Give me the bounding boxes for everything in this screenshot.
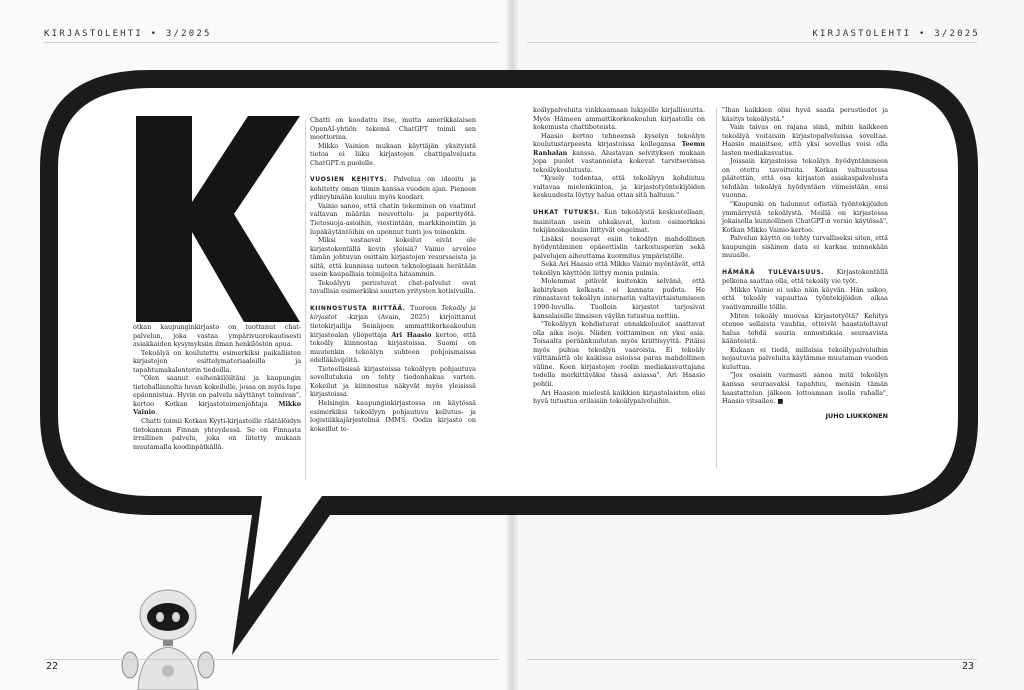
page-number-right: 23 [961,661,974,672]
paragraph: "Kaupunki on halunnut edistää työntekijöiden ymmärrystä tekoälystä. Meillä on kirjastossa jokaisella kunnollinen ChatGPT:n versio käytössä", Kotkan Mikko Vainio kertoo. [722,200,888,234]
paragraph: Mikko Vainio ei usko näin käyvän. Hän uskoo, että tekoäly vapauttaa työntekijöiden aikaa vaativammille töille. [722,285,888,312]
article-column-2 [310,116,476,433]
paragraph: UHKAT TUTUKSI. Kun tekoälystä keskustellaan, mainitaan usein uhkakuvat, kuten esimerkiksi tekijänoikeuksiin liittyvät ongelmat. [533,208,706,235]
paragraph: Chatti on koodattu itse, mutta amerikkalaisen OpenAI-yhtiön tekemä ChatGPT toimii sen moottorina. [310,116,476,142]
paragraph: VUOSIEN KEHITYS. Palvelua on ideoitu ja kehitetty oman tiimin kanssa vuoden ajan. Pieneen ydinryhmään kuuluu myös koodari. [310,175,476,202]
paragraph: Mikko Vainion mukaan käyttäjän yksityistä tietoa ei liiku kirjastojen chattipalvelusta ChatGPT:n puolelle. [310,141,476,167]
footer-rule-right [527,659,977,660]
robot-illustration [118,585,218,690]
paragraph: Vainio sanoo, että chatin tekeminen on vaatinut valtavan määrän neuvottelu- ja paperityötä. Tietosuoja-asioihin, viestintään, markkinointiin ja lupakäytäntöihin on uponnut tunti jos toinenkin. [310,201,476,236]
paragraph: Palvelun käyttö on tehty turvalliseksi siten, että kaupungin sisäinen data ei karkaa minnekään muualle. [722,234,888,260]
paragraph: "Kysely todentaa, että tekoälyyn kohdistuu valtavaa mielenkiintoa, ja kirjastotyöntekijöiden keskuudesta löytyy halua ottaa sitä haltuun." [533,174,705,200]
article-column-3 [533,106,705,406]
subheading: HÄMÄRÄ TULEVAISUUS. [722,268,825,276]
article-column-4 [722,106,888,420]
footer-rule-left [44,659,499,660]
paragraph: Sekä Ari Haasio että Mikko Vainio myöntävät, että tekoälyn käyttöön liittyy monia pulmia. [533,260,705,277]
paragraph: "Jos osaisin varmasti sanoa mitä tekoälyn kanssa seuraavaksi tapahtuu, menisin tämän haastattelun jälkeen lottoamaan isolla rahalla", Haasio vitsailee. ■ [722,371,888,406]
paragraph: Chatti toimii Kotkan Kyyti-kirjastoille räätälöidyn tietokannan Finnan yhteydessä. Se on Finnasta irrallinen palvelu, joka on liitetty mukaan muutamalla koodinpätkällä. [133,417,301,451]
paragraph: Tieteellisissä kirjastoissa tekoälyyn pohjautuva sovellutuksia on tehty tiedonhakua varten. Kokeilut ja kiinnostus näkyvät myös yleisissä kirjastoissa. [310,364,476,399]
paragraph: otkan kaupunginkirjasto on tuottanut chat-palvelun, joka vastaa ympärivuorokautisesti asiakkaiden kysymyksiin ilman henkilöstön apua. [133,323,301,349]
subheading: KIINNOSTUSTA RIITTÄÄ. [310,304,406,312]
paragraph: "Olen saanut esihenkilöiltäni ja kaupungin tietohallinnolta luvan kokeilulle, jossa on myös lupa epäonnistua. Hyvin on palvelu näyttänyt toimivan", kertoo Kotkan kirjastotoimenjohtaja Mikko Vainio. [133,374,301,417]
article-column-1 [133,323,301,451]
paragraph: Kukaan ei tiedä, millaisia tekoälypalveluihin nojautuvia palveluita käytämme muutaman vuoden kuluttua. [722,345,888,371]
paragraph: Miksi vastaavat kokeilut eivät ole kirjastokentällä kovin yleisiä? Vainio arvelee tämän johtuvan osittain kirjastojen resursseista ja siitä, että kunnissa uuteen teknologiaan herätään usein kaupallisia toimijoita hitaammin. [310,236,476,279]
paragraph: Helsingin kaupunginkirjastossa on käytössä esimerkiksi tekoälyyn pohjautuva kellutus- ja logistiikkajärjestelmä IMMS. Oodin kirjasto on kokeillut te- [310,398,476,433]
paragraph: Lisäksi nousevat esiin tekoälyn mahdollinen hyödyntäminen epäeettisiin tarkoitusperiin sekä palvelujen aiheuttama kuormitus ympäristölle. [533,234,705,260]
paragraph: Miten tekoäly muovaa kirjastotyötä? Kehitys etenee sellaista vauhtia, etteivät haastateltavat halua tehdä suuria ennustuksia seuraavista käänteistä. [722,311,888,346]
paragraph: Vain taivas on rajana siinä, mihin kaikkeen tekoälyä voitaisiin kirjastopalveluissa soveltaa. Haasio mainitsee, että yksi sovellus voisi olla lasten mediakasvatus. [722,123,888,157]
paragraph: Joissain kirjastoissa tekoälyn hyödyntämiseen on otettu tavoitteita. Kotkan valtuustossa päätettiin, että osa kirjaston asiakaspalvelusta tehdään tekoälyä hyödyntäen viimeistään ensi vuonna. [722,157,888,200]
page-number-left: 22 [46,661,59,672]
paragraph: koälypalveluita vinkkaamaan lukijoille kirjallisuutta. Myös Hämeen ammattikorkeakoulun kirjastolla on kokemusta chattiboteista. [533,106,705,132]
column-divider [716,108,717,468]
paragraph: Tekoälyä on koulutettu esimerkiksi paikallisten kirjastojen esittelymateriaaleilla ja tapahtumakalenterin tiedoilla. [133,348,301,374]
paragraph: Ari Haasion mielestä kaikkien kirjastolaisten olisi hyvä tutustua erilaisiin tekoälypalveluihin. [533,388,705,406]
column-divider [305,120,306,480]
drop-cap-k [136,116,300,322]
paragraph: KIINNOSTUSTA RIITTÄÄ. Tuoreen Tekoäly ja kirjastot -kirjan (Avain, 2025) kirjoittanut tietokirjailija Seinäjoen ammattikorkeakoulun kirjastoalan yliopettaja Ari Haasio kertoo, että tekoäly kiinnostaa kirjastoissa. Suomi on muutenkin tekoälyn suhteen pohjoismaissa edelläkävijöitä. [310,303,476,365]
paragraph: Haasio kertoo tehneensä kyselyn tekoälyn koulutustarpeesta kirjastoissa kollegansa Teemu Ranhalan kanssa. Alustavan selvityksen mukaan jopa puolet vastanneista kokevat tarvitsevansa tekoälykoulutusta. [533,131,705,174]
paragraph: Tekoälyyn perustuvat chat-palvelut ovat tavallisia esimerkiksi suurten yritysten kotisivuilla. [310,278,476,296]
subheading: UHKAT TUTUKSI. [533,209,600,217]
subheading: VUOSIEN KEHITYS. [310,176,388,184]
running-header-right: KIRJASTOLEHTI • 3/2025 [812,29,980,39]
paragraph: "Tekoälyyn kohdistuvat ennakkoluulot saattavat olla aika isoja. Niiden voittaminen on yksi asia. Toisaalta peräänkuulutan myös kriittisyyttä. Pitäisi myös puhua tekoälyn vaaroista. Ei tekoäly välttämättä ole kaikissa asioissa paras mahdollinen väline. Koen kirjastojen roolin mediakasvattajana todella merkittäväksi tässä asiassa", Ari Haasio pohtii. [533,320,705,388]
paragraph: HÄMÄRÄ TULEVAISUUS. Kirjastokentällä pelkona saattaa olla, että tekoäly vie työt. [722,267,889,286]
paragraph: Molemmat pitävät kuitenkin selvänä, että kehityksen kelkasta ei kannata pudota. He rinnastavat tekoälyn internetin valtavirtaistumiseen 1990-luvulla. Tuolloin kirjastot tarjosivat kansalaisille ilmaisen väylän tutustua nettiin. [533,277,705,320]
paragraph: "Ihan kaikkien olisi hyvä saada perustiedot ja käsitys tekoälystä." [722,106,888,123]
author-signature: JUHO LIUKKONEN [825,411,888,420]
running-header-left: KIRJASTOLEHTI • 3/2025 [44,29,212,39]
